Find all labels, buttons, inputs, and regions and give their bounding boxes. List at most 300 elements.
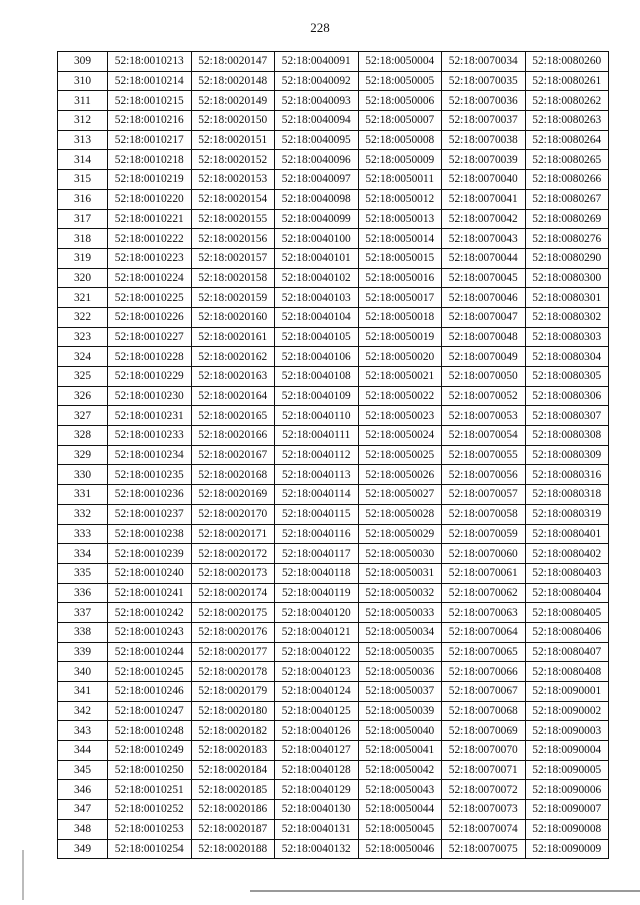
row-number-cell: 347: [58, 800, 108, 820]
row-number-cell: 337: [58, 603, 108, 623]
cadastral-code-cell: 52:18:0040124: [275, 682, 359, 702]
cadastral-code-cell: 52:18:0010242: [108, 603, 192, 623]
cadastral-code-cell: 52:18:0080262: [525, 91, 609, 111]
cadastral-code-cell: 52:18:0010223: [108, 248, 192, 268]
row-number-cell: 340: [58, 662, 108, 682]
cadastral-code-cell: 52:18:0040119: [275, 583, 359, 603]
table-row: [58, 111, 609, 131]
cadastral-code-cell: 52:18:0070067: [442, 682, 526, 702]
table-body: [58, 52, 609, 859]
cadastral-code-cell: 52:18:0040098: [275, 189, 359, 209]
row-number-cell: 343: [58, 721, 108, 741]
cadastral-code-cell: 52:18:0080401: [525, 524, 609, 544]
cadastral-code-cell: 52:18:0080408: [525, 662, 609, 682]
cadastral-code-cell: 52:18:0050012: [358, 189, 442, 209]
cadastral-code-cell: 52:18:0010219: [108, 170, 192, 190]
table-row: [58, 150, 609, 170]
cadastral-code-cell: 52:18:0010230: [108, 386, 192, 406]
cadastral-code-cell: 52:18:0040118: [275, 563, 359, 583]
cadastral-code-cell: 52:18:0070073: [442, 800, 526, 820]
row-number-cell: 346: [58, 780, 108, 800]
cadastral-code-cell: 52:18:0050028: [358, 504, 442, 524]
cadastral-code-cell: 52:18:0020175: [191, 603, 275, 623]
cadastral-code-cell: 52:18:0040113: [275, 465, 359, 485]
table-row: [58, 189, 609, 209]
cadastral-code-cell: 52:18:0090003: [525, 721, 609, 741]
cadastral-code-cell: 52:18:0010225: [108, 288, 192, 308]
cadastral-code-cell: 52:18:0010238: [108, 524, 192, 544]
cadastral-code-cell: 52:18:0020153: [191, 170, 275, 190]
cadastral-code-cell: 52:18:0080405: [525, 603, 609, 623]
cadastral-code-cell: 52:18:0020166: [191, 426, 275, 446]
cadastral-code-cell: 52:18:0040125: [275, 701, 359, 721]
row-number-cell: 342: [58, 701, 108, 721]
cadastral-code-cell: 52:18:0070064: [442, 622, 526, 642]
row-number-cell: 320: [58, 268, 108, 288]
cadastral-code-cell: 52:18:0040105: [275, 327, 359, 347]
row-number-cell: 335: [58, 563, 108, 583]
cadastral-code-cell: 52:18:0020167: [191, 445, 275, 465]
table-row: [58, 485, 609, 505]
cadastral-code-cell: 52:18:0070039: [442, 150, 526, 170]
cadastral-code-cell: 52:18:0080303: [525, 327, 609, 347]
cadastral-code-cell: 52:18:0040099: [275, 209, 359, 229]
cadastral-code-cell: 52:18:0010228: [108, 347, 192, 367]
cadastral-code-cell: 52:18:0010231: [108, 406, 192, 426]
table-row: [58, 288, 609, 308]
cadastral-code-cell: 52:18:0050041: [358, 741, 442, 761]
row-number-cell: 349: [58, 839, 108, 859]
cadastral-code-cell: 52:18:0020158: [191, 268, 275, 288]
cadastral-table: [57, 51, 609, 859]
cadastral-code-cell: 52:18:0070070: [442, 741, 526, 761]
table-row: [58, 386, 609, 406]
cadastral-code-cell: 52:18:0070056: [442, 465, 526, 485]
row-number-cell: 330: [58, 465, 108, 485]
cadastral-code-cell: 52:18:0040097: [275, 170, 359, 190]
cadastral-code-cell: 52:18:0090004: [525, 741, 609, 761]
cadastral-code-cell: 52:18:0070074: [442, 819, 526, 839]
cadastral-code-cell: 52:18:0090007: [525, 800, 609, 820]
row-number-cell: 311: [58, 91, 108, 111]
cadastral-code-cell: 52:18:0050026: [358, 465, 442, 485]
cadastral-code-cell: 52:18:0050037: [358, 682, 442, 702]
row-number-cell: 310: [58, 71, 108, 91]
table-row: [58, 91, 609, 111]
cadastral-code-cell: 52:18:0070053: [442, 406, 526, 426]
cadastral-code-cell: 52:18:0040122: [275, 642, 359, 662]
cadastral-code-cell: 52:18:0080265: [525, 150, 609, 170]
row-number-cell: 341: [58, 682, 108, 702]
cadastral-code-cell: 52:18:0040101: [275, 248, 359, 268]
cadastral-code-cell: 52:18:0050044: [358, 800, 442, 820]
cadastral-code-cell: 52:18:0020185: [191, 780, 275, 800]
cadastral-code-cell: 52:18:0070037: [442, 111, 526, 131]
cadastral-code-cell: 52:18:0070042: [442, 209, 526, 229]
cadastral-code-cell: 52:18:0080261: [525, 71, 609, 91]
cadastral-code-cell: 52:18:0040120: [275, 603, 359, 623]
cadastral-code-cell: 52:18:0050025: [358, 445, 442, 465]
cadastral-code-cell: 52:18:0040115: [275, 504, 359, 524]
row-number-cell: 319: [58, 248, 108, 268]
cadastral-code-cell: 52:18:0050017: [358, 288, 442, 308]
row-number-cell: 348: [58, 819, 108, 839]
row-number-cell: 314: [58, 150, 108, 170]
cadastral-code-cell: 52:18:0010246: [108, 682, 192, 702]
cadastral-code-cell: 52:18:0070052: [442, 386, 526, 406]
cadastral-code-cell: 52:18:0040108: [275, 367, 359, 387]
cadastral-code-cell: 52:18:0070059: [442, 524, 526, 544]
cadastral-code-cell: 52:18:0020186: [191, 800, 275, 820]
cadastral-code-cell: 52:18:0070068: [442, 701, 526, 721]
cadastral-code-cell: 52:18:0070048: [442, 327, 526, 347]
cadastral-code-cell: 52:18:0010218: [108, 150, 192, 170]
cadastral-code-cell: 52:18:0010250: [108, 760, 192, 780]
cadastral-code-cell: 52:18:0080304: [525, 347, 609, 367]
cadastral-code-cell: 52:18:0020173: [191, 563, 275, 583]
table-row: [58, 622, 609, 642]
cadastral-code-cell: 52:18:0010251: [108, 780, 192, 800]
cadastral-code-cell: 52:18:0080316: [525, 465, 609, 485]
cadastral-code-cell: 52:18:0050043: [358, 780, 442, 800]
cadastral-code-cell: 52:18:0020147: [191, 52, 275, 72]
cadastral-code-cell: 52:18:0070044: [442, 248, 526, 268]
row-number-cell: 316: [58, 189, 108, 209]
cadastral-code-cell: 52:18:0050040: [358, 721, 442, 741]
cadastral-code-cell: 52:18:0080306: [525, 386, 609, 406]
cadastral-code-cell: 52:18:0050023: [358, 406, 442, 426]
cadastral-code-cell: 52:18:0040112: [275, 445, 359, 465]
cadastral-code-cell: 52:18:0050034: [358, 622, 442, 642]
cadastral-code-cell: 52:18:0070036: [442, 91, 526, 111]
cadastral-code-cell: 52:18:0050046: [358, 839, 442, 859]
cadastral-code-cell: 52:18:0020172: [191, 544, 275, 564]
cadastral-code-cell: 52:18:0080267: [525, 189, 609, 209]
cadastral-code-cell: 52:18:0080301: [525, 288, 609, 308]
table-row: [58, 465, 609, 485]
table-row: [58, 504, 609, 524]
cadastral-code-cell: 52:18:0040129: [275, 780, 359, 800]
table-row: [58, 170, 609, 190]
cadastral-code-cell: 52:18:0070035: [442, 71, 526, 91]
cadastral-code-cell: 52:18:0080305: [525, 367, 609, 387]
cadastral-code-cell: 52:18:0070063: [442, 603, 526, 623]
cadastral-code-cell: 52:18:0010216: [108, 111, 192, 131]
cadastral-code-cell: 52:18:0040093: [275, 91, 359, 111]
table-row: [58, 741, 609, 761]
cadastral-code-cell: 52:18:0010240: [108, 563, 192, 583]
cadastral-code-cell: 52:18:0070054: [442, 426, 526, 446]
cadastral-code-cell: 52:18:0010252: [108, 800, 192, 820]
cadastral-code-cell: 52:18:0080407: [525, 642, 609, 662]
cadastral-code-cell: 52:18:0070055: [442, 445, 526, 465]
cadastral-code-cell: 52:18:0050035: [358, 642, 442, 662]
cadastral-code-cell: 52:18:0040123: [275, 662, 359, 682]
table-row: [58, 682, 609, 702]
cadastral-code-cell: 52:18:0010254: [108, 839, 192, 859]
row-number-cell: 326: [58, 386, 108, 406]
cadastral-code-cell: 52:18:0070058: [442, 504, 526, 524]
cadastral-code-cell: 52:18:0020152: [191, 150, 275, 170]
cadastral-code-cell: 52:18:0050032: [358, 583, 442, 603]
cadastral-code-cell: 52:18:0010227: [108, 327, 192, 347]
cadastral-code-cell: 52:18:0040103: [275, 288, 359, 308]
cadastral-code-cell: 52:18:0080260: [525, 52, 609, 72]
cadastral-code-cell: 52:18:0050042: [358, 760, 442, 780]
row-number-cell: 317: [58, 209, 108, 229]
cadastral-code-cell: 52:18:0050029: [358, 524, 442, 544]
cadastral-code-cell: 52:18:0040126: [275, 721, 359, 741]
table-row: [58, 583, 609, 603]
cadastral-code-cell: 52:18:0040114: [275, 485, 359, 505]
cadastral-code-cell: 52:18:0020179: [191, 682, 275, 702]
row-number-cell: 331: [58, 485, 108, 505]
table-row: [58, 701, 609, 721]
table-row: [58, 268, 609, 288]
cadastral-code-cell: 52:18:0040092: [275, 71, 359, 91]
cadastral-code-cell: 52:18:0020159: [191, 288, 275, 308]
cadastral-code-cell: 52:18:0080290: [525, 248, 609, 268]
cadastral-code-cell: 52:18:0070057: [442, 485, 526, 505]
cadastral-code-cell: 52:18:0050033: [358, 603, 442, 623]
cadastral-code-cell: 52:18:0040096: [275, 150, 359, 170]
cadastral-code-cell: 52:18:0020163: [191, 367, 275, 387]
table-row: [58, 819, 609, 839]
cadastral-code-cell: 52:18:0020156: [191, 229, 275, 249]
cadastral-code-cell: 52:18:0050036: [358, 662, 442, 682]
cadastral-code-cell: 52:18:0020157: [191, 248, 275, 268]
cadastral-code-cell: 52:18:0020168: [191, 465, 275, 485]
cadastral-code-cell: 52:18:0080402: [525, 544, 609, 564]
cadastral-code-cell: 52:18:0070071: [442, 760, 526, 780]
row-number-cell: 339: [58, 642, 108, 662]
row-number-cell: 332: [58, 504, 108, 524]
cadastral-code-cell: 52:18:0050009: [358, 150, 442, 170]
cadastral-code-cell: 52:18:0050019: [358, 327, 442, 347]
cadastral-code-cell: 52:18:0080404: [525, 583, 609, 603]
cadastral-code-cell: 52:18:0040131: [275, 819, 359, 839]
cadastral-code-cell: 52:18:0090002: [525, 701, 609, 721]
cadastral-code-cell: 52:18:0010253: [108, 819, 192, 839]
cadastral-code-cell: 52:18:0070046: [442, 288, 526, 308]
cadastral-code-cell: 52:18:0080308: [525, 426, 609, 446]
cadastral-code-cell: 52:18:0020180: [191, 701, 275, 721]
cadastral-code-cell: 52:18:0070041: [442, 189, 526, 209]
cadastral-code-cell: 52:18:0040106: [275, 347, 359, 367]
cadastral-code-cell: 52:18:0010237: [108, 504, 192, 524]
table-row: [58, 130, 609, 150]
table-row: [58, 248, 609, 268]
row-number-cell: 329: [58, 445, 108, 465]
cadastral-code-cell: 52:18:0050018: [358, 307, 442, 327]
cadastral-code-cell: 52:18:0010224: [108, 268, 192, 288]
cadastral-code-cell: 52:18:0050020: [358, 347, 442, 367]
cadastral-code-cell: 52:18:0010241: [108, 583, 192, 603]
table-row: [58, 800, 609, 820]
cadastral-code-cell: 52:18:0040095: [275, 130, 359, 150]
cadastral-code-cell: 52:18:0080307: [525, 406, 609, 426]
table-row: [58, 229, 609, 249]
cadastral-code-cell: 52:18:0080300: [525, 268, 609, 288]
table-row: [58, 307, 609, 327]
table-row: [58, 544, 609, 564]
table-row: [58, 662, 609, 682]
table-row: [58, 347, 609, 367]
row-number-cell: 334: [58, 544, 108, 564]
cadastral-code-cell: 52:18:0070045: [442, 268, 526, 288]
cadastral-code-cell: 52:18:0020155: [191, 209, 275, 229]
cadastral-code-cell: 52:18:0010226: [108, 307, 192, 327]
row-number-cell: 328: [58, 426, 108, 446]
cadastral-code-cell: 52:18:0080319: [525, 504, 609, 524]
row-number-cell: 318: [58, 229, 108, 249]
cadastral-code-cell: 52:18:0020184: [191, 760, 275, 780]
cadastral-code-cell: 52:18:0020188: [191, 839, 275, 859]
cadastral-code-cell: 52:18:0040132: [275, 839, 359, 859]
table-row: [58, 563, 609, 583]
row-number-cell: 333: [58, 524, 108, 544]
table-row: [58, 71, 609, 91]
cadastral-code-cell: 52:18:0010220: [108, 189, 192, 209]
cadastral-code-cell: 52:18:0020178: [191, 662, 275, 682]
cadastral-code-cell: 52:18:0010247: [108, 701, 192, 721]
cadastral-code-cell: 52:18:0010221: [108, 209, 192, 229]
cadastral-code-cell: 52:18:0010245: [108, 662, 192, 682]
cadastral-code-cell: 52:18:0090006: [525, 780, 609, 800]
cadastral-code-cell: 52:18:0040109: [275, 386, 359, 406]
cadastral-code-cell: 52:18:0020161: [191, 327, 275, 347]
row-number-cell: 321: [58, 288, 108, 308]
cadastral-code-cell: 52:18:0070066: [442, 662, 526, 682]
cadastral-code-cell: 52:18:0080309: [525, 445, 609, 465]
cadastral-code-cell: 52:18:0010213: [108, 52, 192, 72]
cadastral-code-cell: 52:18:0010233: [108, 426, 192, 446]
cadastral-code-cell: 52:18:0010244: [108, 642, 192, 662]
page-number: 228: [310, 20, 330, 35]
cadastral-code-cell: 52:18:0020164: [191, 386, 275, 406]
cadastral-code-cell: 52:18:0050007: [358, 111, 442, 131]
table-row: [58, 445, 609, 465]
cadastral-code-cell: 52:18:0040091: [275, 52, 359, 72]
cadastral-code-cell: 52:18:0050013: [358, 209, 442, 229]
cadastral-code-cell: 52:18:0010248: [108, 721, 192, 741]
cadastral-code-cell: 52:18:0010229: [108, 367, 192, 387]
cadastral-code-cell: 52:18:0080263: [525, 111, 609, 131]
scan-footer-line: [250, 890, 640, 892]
cadastral-code-cell: 52:18:0020170: [191, 504, 275, 524]
cadastral-code-cell: 52:18:0070034: [442, 52, 526, 72]
row-number-cell: 344: [58, 741, 108, 761]
cadastral-code-cell: 52:18:0050015: [358, 248, 442, 268]
table-row: [58, 603, 609, 623]
table-row: [58, 721, 609, 741]
cadastral-code-cell: 52:18:0020162: [191, 347, 275, 367]
cadastral-code-cell: 52:18:0020182: [191, 721, 275, 741]
cadastral-code-cell: 52:18:0080266: [525, 170, 609, 190]
table-row: [58, 367, 609, 387]
cadastral-code-cell: 52:18:0050030: [358, 544, 442, 564]
cadastral-code-cell: 52:18:0020176: [191, 622, 275, 642]
cadastral-code-cell: 52:18:0050039: [358, 701, 442, 721]
cadastral-code-cell: 52:18:0070072: [442, 780, 526, 800]
cadastral-code-cell: 52:18:0080318: [525, 485, 609, 505]
cadastral-code-cell: 52:18:0040104: [275, 307, 359, 327]
cadastral-code-cell: 52:18:0070038: [442, 130, 526, 150]
cadastral-code-cell: 52:18:0070069: [442, 721, 526, 741]
table-row: [58, 209, 609, 229]
cadastral-code-cell: 52:18:0010249: [108, 741, 192, 761]
cadastral-code-cell: 52:18:0050011: [358, 170, 442, 190]
cadastral-code-cell: 52:18:0020174: [191, 583, 275, 603]
cadastral-code-cell: 52:18:0010222: [108, 229, 192, 249]
cadastral-code-cell: 52:18:0020160: [191, 307, 275, 327]
cadastral-code-cell: 52:18:0010239: [108, 544, 192, 564]
cadastral-code-cell: 52:18:0020154: [191, 189, 275, 209]
cadastral-code-cell: 52:18:0050006: [358, 91, 442, 111]
row-number-cell: 324: [58, 347, 108, 367]
table-row: [58, 524, 609, 544]
cadastral-code-cell: 52:18:0050021: [358, 367, 442, 387]
cadastral-code-cell: 52:18:0040111: [275, 426, 359, 446]
cadastral-code-cell: 52:18:0040110: [275, 406, 359, 426]
cadastral-code-cell: 52:18:0050014: [358, 229, 442, 249]
row-number-cell: 325: [58, 367, 108, 387]
row-number-cell: 338: [58, 622, 108, 642]
cadastral-code-cell: 52:18:0040100: [275, 229, 359, 249]
cadastral-code-cell: 52:18:0070050: [442, 367, 526, 387]
cadastral-code-cell: 52:18:0080302: [525, 307, 609, 327]
cadastral-code-cell: 52:18:0020183: [191, 741, 275, 761]
cadastral-code-cell: 52:18:0090009: [525, 839, 609, 859]
cadastral-code-cell: 52:18:0070061: [442, 563, 526, 583]
cadastral-code-cell: 52:18:0050027: [358, 485, 442, 505]
row-number-cell: 313: [58, 130, 108, 150]
cadastral-code-cell: 52:18:0020165: [191, 406, 275, 426]
cadastral-code-cell: 52:18:0050045: [358, 819, 442, 839]
table-row: [58, 760, 609, 780]
cadastral-code-cell: 52:18:0080403: [525, 563, 609, 583]
cadastral-code-cell: 52:18:0010236: [108, 485, 192, 505]
cadastral-code-cell: 52:18:0020171: [191, 524, 275, 544]
table-row: [58, 839, 609, 859]
table-row: [58, 406, 609, 426]
cadastral-code-cell: 52:18:0020150: [191, 111, 275, 131]
row-number-cell: 327: [58, 406, 108, 426]
scan-margin-line: [22, 850, 24, 900]
cadastral-code-cell: 52:18:0040102: [275, 268, 359, 288]
cadastral-code-cell: 52:18:0010234: [108, 445, 192, 465]
cadastral-code-cell: 52:18:0080264: [525, 130, 609, 150]
cadastral-code-cell: 52:18:0070049: [442, 347, 526, 367]
cadastral-code-cell: 52:18:0050016: [358, 268, 442, 288]
cadastral-code-cell: 52:18:0040121: [275, 622, 359, 642]
row-number-cell: 309: [58, 52, 108, 72]
cadastral-code-cell: 52:18:0050022: [358, 386, 442, 406]
cadastral-code-cell: 52:18:0040127: [275, 741, 359, 761]
table-row: [58, 327, 609, 347]
row-number-cell: 336: [58, 583, 108, 603]
cadastral-code-cell: 52:18:0040130: [275, 800, 359, 820]
row-number-cell: 315: [58, 170, 108, 190]
cadastral-code-cell: 52:18:0080276: [525, 229, 609, 249]
cadastral-code-cell: 52:18:0090005: [525, 760, 609, 780]
cadastral-code-cell: 52:18:0020177: [191, 642, 275, 662]
cadastral-code-cell: 52:18:0090008: [525, 819, 609, 839]
cadastral-code-cell: 52:18:0050005: [358, 71, 442, 91]
cadastral-code-cell: 52:18:0070047: [442, 307, 526, 327]
cadastral-code-cell: 52:18:0040116: [275, 524, 359, 544]
cadastral-code-cell: 52:18:0050024: [358, 426, 442, 446]
